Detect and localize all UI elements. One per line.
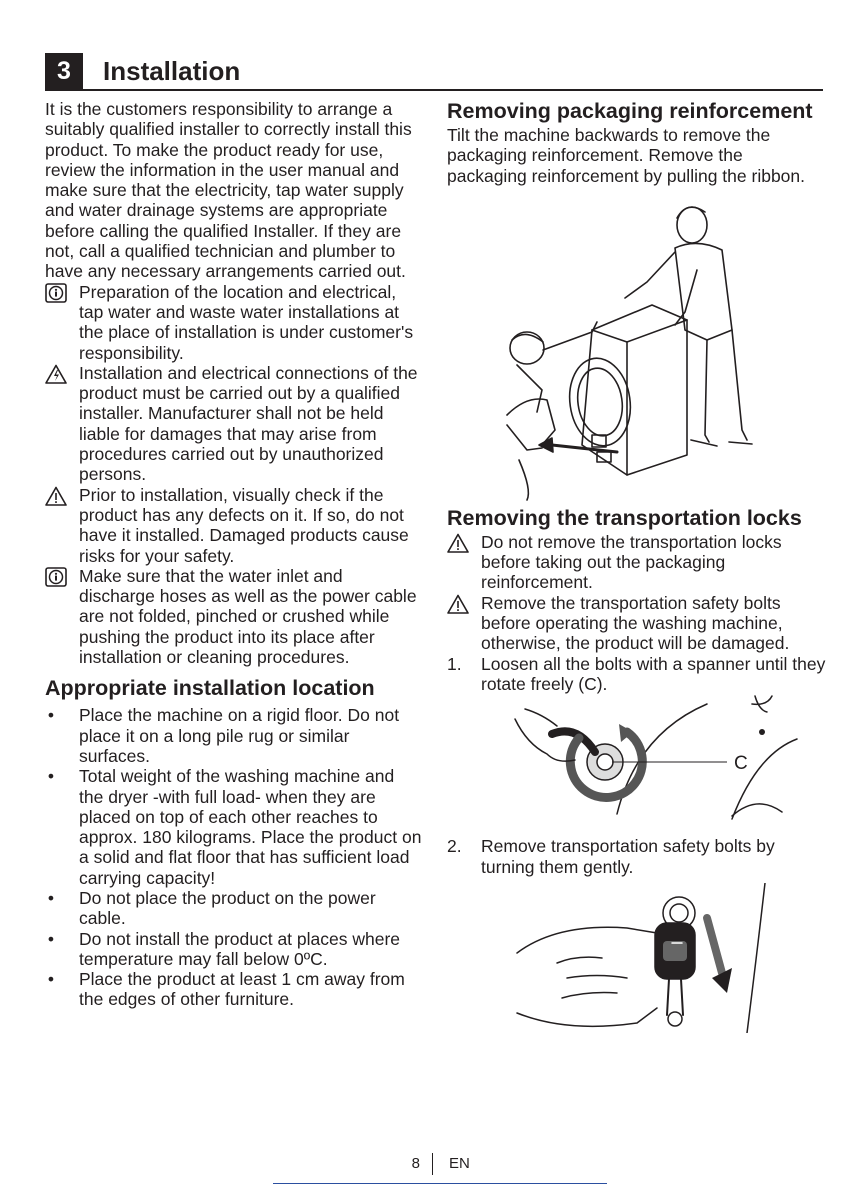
bullet-symbol: • <box>47 705 55 726</box>
steps-list-1 <box>447 654 827 695</box>
list-item-text: Place the product at least 1 cm away from the edges of other furniture. <box>79 969 405 1010</box>
list-item <box>45 888 423 929</box>
electric-warning-icon <box>45 364 67 384</box>
step-item <box>447 836 827 877</box>
list-item <box>45 766 423 888</box>
section-number: 3 <box>45 53 83 89</box>
note-qualified-installer <box>45 363 423 485</box>
warning-icon <box>45 486 67 506</box>
list-item <box>45 969 423 1010</box>
warning-text: Remove the transportation safety bolts before operating the washing machine, otherwise, the product will be damaged. <box>481 592 790 654</box>
note-text: Make sure that the water inlet and discharge hoses as well as the power cable are not folded, pinched or crushed while pushing the product into its place after installation or cleaning procedures. <box>79 565 417 668</box>
language-code: EN <box>449 1155 470 1172</box>
step-number: 1. <box>447 653 462 674</box>
footer-baseline <box>273 1183 607 1184</box>
step-item <box>447 654 827 695</box>
section-title: Installation <box>103 56 241 86</box>
step-text: Loosen all the bolts with a spanner until they rotate freely (C). <box>481 653 826 694</box>
steps-list-2 <box>447 836 827 877</box>
section-header <box>45 53 823 91</box>
location-heading: Appropriate installation location <box>45 676 375 701</box>
note-location-responsibility <box>45 282 423 363</box>
step-number: 2. <box>447 836 462 857</box>
list-item <box>45 929 423 970</box>
packaging-heading: Removing packaging reinforcement <box>447 99 813 123</box>
page-number: 8 <box>411 1155 420 1172</box>
warning-text: Do not remove the transportation locks before taking out the packaging reinforcement. <box>481 531 782 593</box>
remove-bolt-illustration <box>507 883 868 1033</box>
note-visual-check <box>45 485 423 566</box>
note-text: Preparation of the location and electrical, tap water and waste water installations at the place of installation is under customer's responsibility. <box>79 281 414 363</box>
list-item-text: Do not place the product on the power cable. <box>79 887 376 929</box>
list-item-text: Do not install the product at places where temperature may fall below 0ºC. <box>79 928 401 969</box>
location-list <box>45 705 423 1009</box>
footer-divider <box>432 1153 433 1175</box>
info-icon <box>45 283 67 303</box>
left-column <box>45 99 423 1010</box>
packaging-paragraph: Tilt the machine backwards to remove the packaging reinforcement. Remove the packaging reinforcement by pulling the ribbon. <box>447 125 805 186</box>
warning-packaging-first <box>447 532 827 593</box>
spanner-bolt-illustration <box>497 694 868 830</box>
list-item <box>45 705 423 766</box>
tilt-machine-illustration <box>447 190 827 502</box>
note-hoses <box>45 566 423 667</box>
warning-icon <box>447 533 469 553</box>
bullet-symbol: • <box>47 766 55 787</box>
figure-label-c: C <box>734 753 748 775</box>
list-item-text: Total weight of the washing machine and the dryer -with full load- when they are placed on top of each other reaches to approx. 180 kilograms. Place the product on a solid and flat floor that has sufficient load carrying capacity! <box>79 766 422 888</box>
list-item-text: Place the machine on a rigid floor. Do not place it on a long pile rug or similar surfaces. <box>79 705 400 766</box>
note-text: Prior to installation, visually check if the product has any defects on it. If so, do not have it installed. Damaged products cause risks for your safety. <box>79 484 409 566</box>
note-text: Installation and electrical connections of the product must be carried out by a qualified installer. Manufacturer shall not be held liable for damages that may arise from procedures carried out by unauthorized persons. <box>79 362 418 485</box>
warning-remove-bolts <box>447 593 827 654</box>
step-text: Remove transportation safety bolts by turning them gently. <box>481 836 775 877</box>
bullet-symbol: • <box>47 928 55 949</box>
right-column <box>447 99 827 1033</box>
intro-paragraph: It is the customers responsibility to arrange a suitably qualified installer to correctly install this product. To make the product ready for use, review the information in the user manual and make sure that the electricity, tap water supply and water drainage systems are appropriate before calling the qualified Installer. If they are not, call a qualified technician and plumber to have any necessary arrangements carried out. <box>45 99 412 282</box>
info-icon <box>45 567 67 587</box>
dot-marker <box>759 729 765 735</box>
warning-icon <box>447 594 469 614</box>
bullet-symbol: • <box>47 887 55 908</box>
locks-heading: Removing the transportation locks <box>447 505 802 530</box>
bullet-symbol: • <box>47 969 55 990</box>
